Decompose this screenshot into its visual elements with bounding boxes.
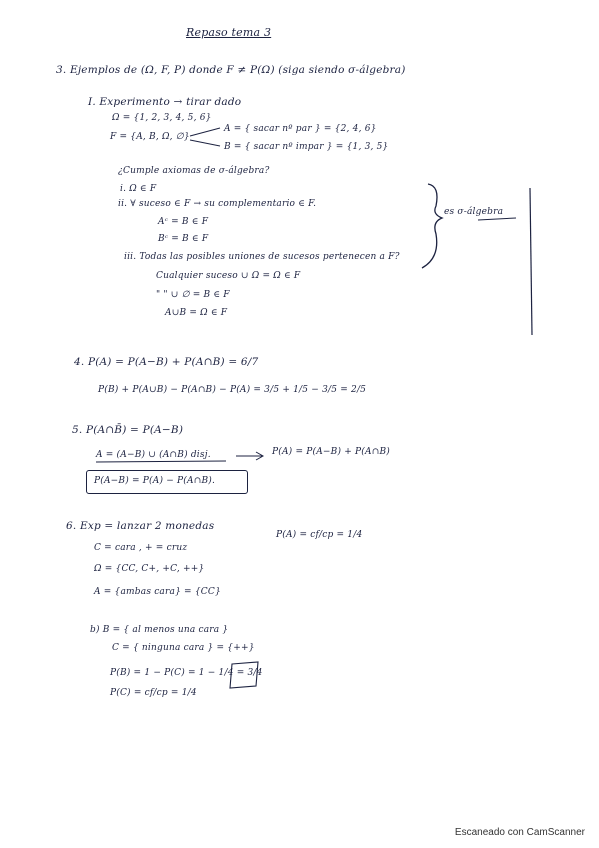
right-brace <box>422 184 442 268</box>
complement-a: Aᶜ = B ∈ F <box>158 217 209 227</box>
exercise-6-line-2: C = cara , + = cruz <box>94 543 188 553</box>
probability-a: P(A) = cf/cp = 1/4 <box>276 530 363 540</box>
exercise-5-line-1: 5. P(A∩B̄) = P(A−B) <box>72 424 184 436</box>
exercise-4-line-2: P(B) + P(A∪B) − P(A∩B) − P(A) = 3/5 + 1/5 − 3/5 = 2/5 <box>98 385 367 395</box>
arrow-ex5 <box>236 452 263 460</box>
exercise-4-line-1: 4. P(A) = P(A−B) + P(A∩B) = 6/7 <box>74 356 259 368</box>
axioms-question: ¿Cumple axiomas de σ-álgebra? <box>118 166 270 176</box>
sigma-algebra-set: F = {A, B, Ω, ∅} <box>110 132 190 142</box>
exercise-6-line-4: A = {ambas cara} = {CC} <box>94 587 221 597</box>
answer-box <box>230 662 258 688</box>
complement-b: Bᶜ = B ∈ F <box>158 234 209 244</box>
conclusion-sigma-algebra: es σ-álgebra <box>444 207 504 217</box>
ex5-underline <box>96 461 226 462</box>
axiom-iii: iii. Todas las posibles uniones de sucesos pertenecen a F? <box>124 252 400 262</box>
exercise-6b-line-2: C = { ninguna cara } = {++} <box>112 643 255 653</box>
arrow-to-b <box>190 140 220 146</box>
conclusion-underline <box>478 218 516 220</box>
arrow-to-a <box>190 128 220 136</box>
experiment-line: I. Experimento → tirar dado <box>88 96 242 108</box>
axiom-i: i. Ω ∈ F <box>120 184 157 194</box>
exercise-6-line-3: Ω = {CC, C+, +C, ++} <box>94 564 205 574</box>
exercise-6b-line-1: b) B = { al menos una cara } <box>90 625 229 635</box>
exercise-6b-line-3: P(B) = 1 − P(C) = 1 − 1/4 = 3/4 <box>110 668 263 678</box>
union-line-2: " " ∪ ∅ = B ∈ F <box>156 290 230 300</box>
exercise-6b-line-4: P(C) = cf/cp = 1/4 <box>110 688 197 698</box>
page-title: Repaso tema 3 <box>186 26 272 39</box>
set-b-definition: B = { sacar nº impar } = {1, 3, 5} <box>224 142 389 152</box>
exercise-5-line-3: P(A) = P(A−B) + P(A∩B) <box>272 447 390 457</box>
scanner-watermark: Escaneado con CamScanner <box>454 827 585 838</box>
exercise-3-heading: 3. Ejemplos de (Ω, F, P) donde F ≠ P(Ω) (siga siendo σ-álgebra) <box>56 64 406 76</box>
union-line-1: Cualquier suceso ∪ Ω = Ω ∈ F <box>156 271 301 281</box>
axiom-ii: ii. ∀ suceso ∈ F → su complementario ∈ F. <box>118 199 317 209</box>
bracket-line <box>530 188 532 335</box>
set-a-definition: A = { sacar nº par } = {2, 4, 6} <box>224 124 377 134</box>
union-line-3: A∪B = Ω ∈ F <box>165 308 228 318</box>
sample-space-line: Ω = {1, 2, 3, 4, 5, 6} <box>112 113 212 123</box>
exercise-6-line-1: 6. Exp = lanzar 2 monedas <box>66 520 215 532</box>
exercise-5-line-2: A = (A−B) ∪ (A∩B) disj. <box>96 450 211 460</box>
exercise-5-line-4: P(A−B) = P(A) − P(A∩B). <box>94 476 216 486</box>
